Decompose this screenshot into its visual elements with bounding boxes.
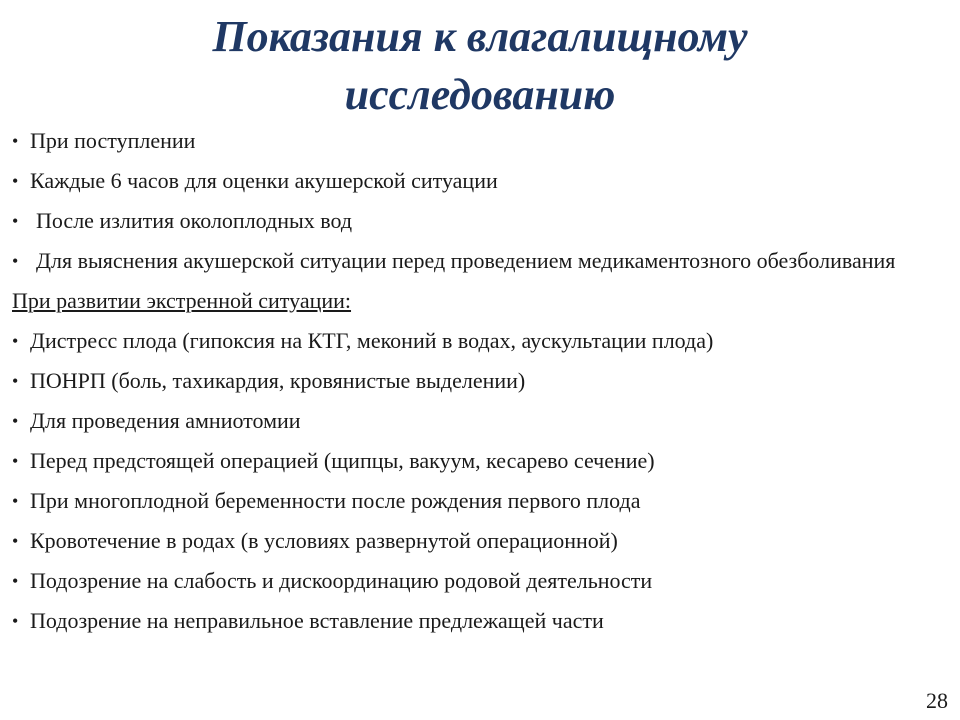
slide-title-line-2: исследованию	[344, 70, 616, 119]
bullet-text: Дистресс плода (гипоксия на КТГ, меконий в водах, аускультации плода)	[30, 328, 714, 353]
bullet-item	[12, 368, 952, 394]
bullet-item	[12, 128, 952, 154]
bullet-item	[12, 168, 952, 194]
bullet-item	[12, 328, 952, 354]
bullet-icon: •	[12, 411, 19, 431]
bullet-text: Подозрение на неправильное вставление предлежащей части	[30, 608, 604, 633]
page-number: 28	[926, 688, 948, 713]
bullet-icon: •	[12, 251, 19, 271]
bullet-text: Перед предстоящей операцией (щипцы, вакуум, кесарево сечение)	[30, 448, 655, 473]
bullet-icon: •	[12, 491, 19, 511]
bullet-icon: •	[12, 571, 19, 591]
bullet-text: Кровотечение в родах (в условиях развернутой операционной)	[30, 528, 618, 553]
bullet-item	[12, 248, 952, 274]
bullet-item	[12, 448, 952, 474]
bullet-icon: •	[12, 451, 19, 471]
bullet-icon: •	[12, 211, 19, 231]
bullet-icon: •	[12, 131, 19, 151]
bullet-item	[12, 408, 952, 434]
slide-title-line-1: Показания к влагалищному	[212, 12, 748, 61]
slide-title	[0, 8, 960, 124]
bullet-text: При многоплодной беременности после рождения первого плода	[30, 488, 641, 513]
bullet-item	[12, 208, 952, 234]
bullet-icon: •	[12, 611, 19, 631]
bullet-text: Каждые 6 часов для оценки акушерской ситуации	[30, 168, 498, 193]
bullet-icon: •	[12, 371, 19, 391]
bullet-icon: •	[12, 171, 19, 191]
bullet-text: Для выяснения акушерской ситуации перед проведением медикаментозного обезболивания	[36, 248, 896, 273]
bullet-text: При поступлении	[30, 128, 196, 153]
bullet-item	[12, 568, 952, 594]
bullet-icon: •	[12, 531, 19, 551]
bullet-icon: •	[12, 331, 19, 351]
bullet-text: ПОНРП (боль, тахикардия, кровянистые выделении)	[30, 368, 526, 393]
bullet-text: Подозрение на слабость и дискоординацию родовой деятельности	[30, 568, 653, 593]
bullet-text: После излития околоплодных вод	[36, 208, 353, 233]
slide-content	[12, 128, 952, 648]
bullet-text: Для проведения амниотомии	[30, 408, 301, 433]
bullet-item	[12, 528, 952, 554]
bullet-item	[12, 488, 952, 514]
emergency-subheading: При развитии экстренной ситуации:	[12, 288, 352, 313]
bullet-item	[12, 608, 952, 634]
